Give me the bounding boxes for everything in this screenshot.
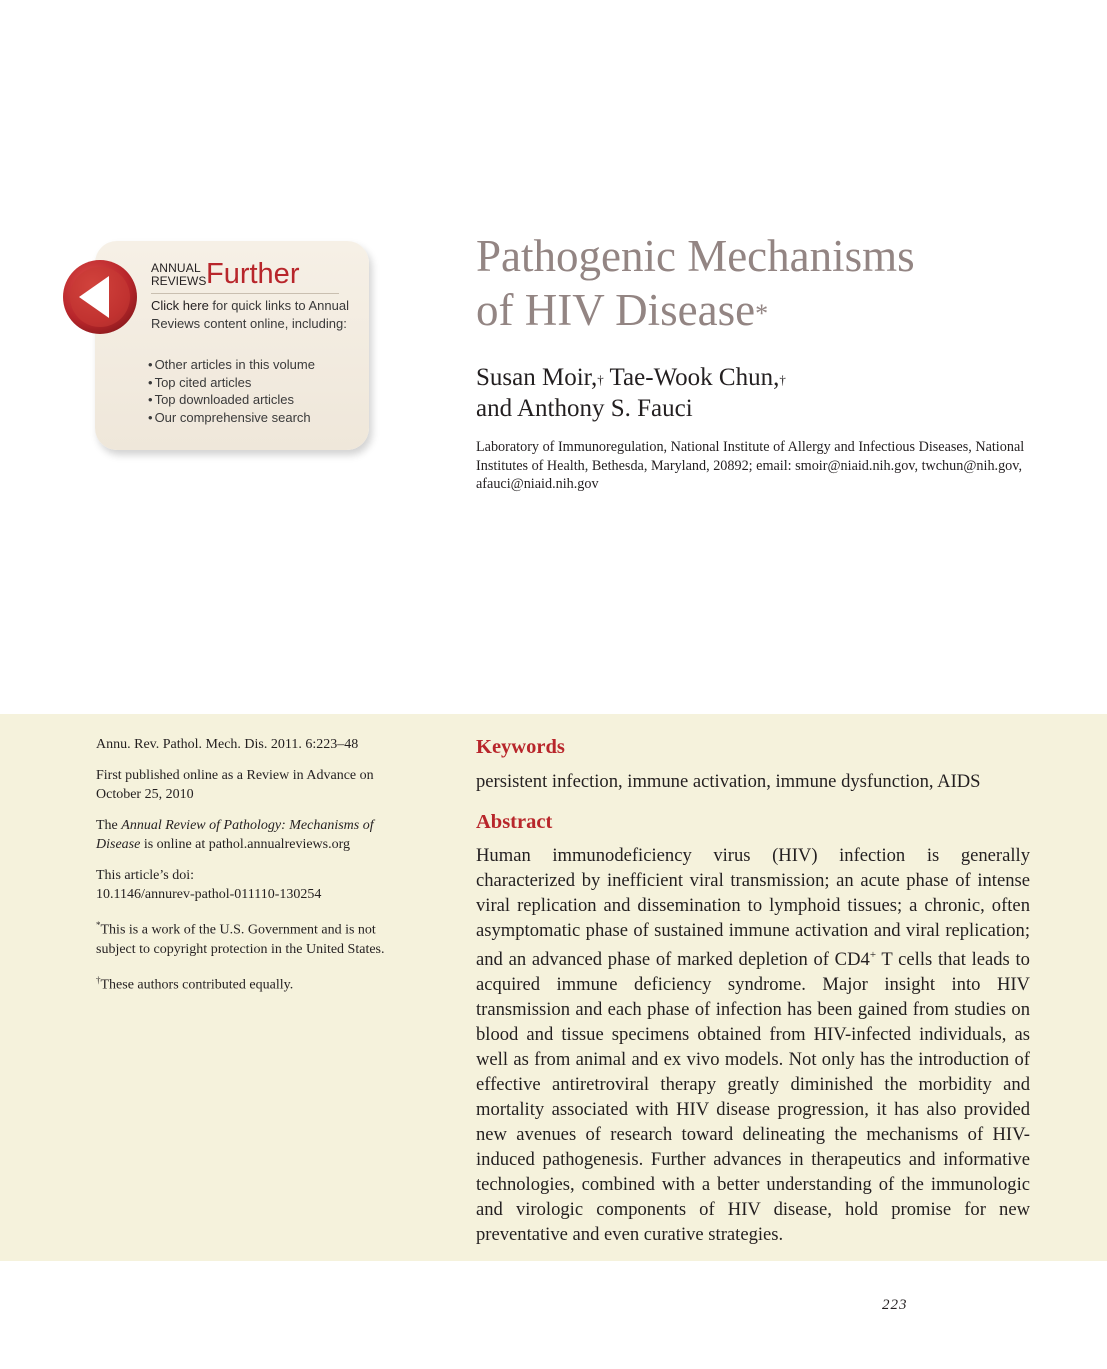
abstract-text-part-2: T cells that leads to acquired immune deficiency syndrome. Major insight into HIV transmission and each phase of infection has been gained from studies on blood and tissue specimens obtained from HIV-infected individuals, as well as from animal and ex vivo models. Not only has the introduction of effective antiretroviral therapy greatly diminished the morbidity and mortality associated with HIV disease progression, it has also provided new avenues of research toward delineating the mechanisms of HIV-induced pathogenesis. Further advances in therapeutics and informative technologies, combined with a better understanding of the immunologic and virologic components of HIV disease, hold promise for new preventative and even curative strategies. — [476, 949, 1030, 1246]
reviews-label: REVIEWS — [151, 274, 207, 288]
author-moir-dagger: † — [597, 372, 604, 387]
article-metadata — [96, 735, 416, 1006]
government-note-text: This is a work of the U.S. Government and is not subject to copyright protection in the United States. — [96, 922, 385, 957]
author-chun-dagger: † — [779, 372, 786, 387]
journal-info — [96, 816, 416, 854]
equal-contribution-note — [96, 971, 416, 995]
journal-prefix: The — [96, 818, 122, 833]
article-title — [476, 229, 1036, 337]
further-description-text: for quick links to Annual Reviews content online, including: — [151, 298, 349, 331]
government-note-mark: * — [96, 920, 101, 930]
doi-value[interactable]: 10.1146/annurev-pathol-011110-130254 — [96, 887, 322, 902]
page-number: 223 — [882, 1297, 908, 1313]
click-here-link[interactable]: Click here — [151, 298, 209, 313]
author-fauci: and Anthony S. Fauci — [476, 395, 693, 422]
abstract-superscript: + — [869, 949, 877, 961]
abstract-text — [476, 843, 1030, 1247]
further-label: Further — [206, 258, 300, 290]
title-line-1: Pathogenic Mechanisms — [476, 231, 915, 281]
citation: Annu. Rev. Pathol. Mech. Dis. 2011. 6:223–48 — [96, 737, 359, 752]
further-header — [151, 258, 351, 294]
author-moir: Susan Moir, — [476, 364, 598, 391]
further-links-list — [148, 356, 315, 426]
doi-label: This article’s doi: — [96, 868, 194, 883]
further-description — [151, 297, 351, 332]
journal-url: is online at pathol.annualreviews.org — [140, 837, 351, 852]
equal-contribution-text: These authors contributed equally. — [100, 977, 294, 993]
keywords-heading: Keywords — [476, 736, 565, 758]
title-footnote-mark: * — [755, 299, 769, 328]
publication-date: First published online as a Review in Advance on October 25, 2010 — [96, 768, 374, 802]
title-line-2: of HIV Disease — [476, 285, 756, 335]
affiliation: Laboratory of Immunoregulation, National Institute of Allergy and Infectious Diseases, National Institutes of Health, Bethesda, Maryland, 20892; email: smoir@niaid.nih.gov, twchun@nih.gov, afauci@niaid.nih.gov — [476, 439, 1025, 492]
government-note — [96, 916, 416, 959]
journal-name: Annual Review of Pathology: Mechanisms of Disease — [96, 818, 374, 852]
further-link-top-cited[interactable]: • Top cited articles — [148, 374, 315, 392]
keywords-text: persistent infection, immune activation, immune dysfunction, AIDS — [476, 771, 981, 792]
author-list — [476, 362, 1036, 424]
doi-block — [96, 866, 416, 904]
left-arrow-icon[interactable] — [61, 258, 139, 336]
further-link-search[interactable]: • Our comprehensive search — [148, 409, 315, 427]
annual-label: ANNUAL — [151, 261, 201, 275]
further-divider — [151, 293, 339, 294]
abstract-heading: Abstract — [476, 811, 553, 833]
equal-contribution-mark: † — [96, 974, 101, 985]
further-link-top-downloaded[interactable]: • Top downloaded articles — [148, 391, 315, 409]
further-link-other-articles[interactable]: • Other articles in this volume — [148, 356, 315, 374]
author-chun: Tae-Wook Chun, — [603, 364, 780, 391]
abstract-text-part-1: Human immunodeficiency virus (HIV) infection is generally characterized by inefficient viral transmission; an acute phase of intense viral replication and dissemination to lymphoid tissues; a chronic, often asymptomatic phase of sustained immune activation and viral replication; and an advanced phase of marked depletion of CD4 — [476, 845, 1030, 971]
